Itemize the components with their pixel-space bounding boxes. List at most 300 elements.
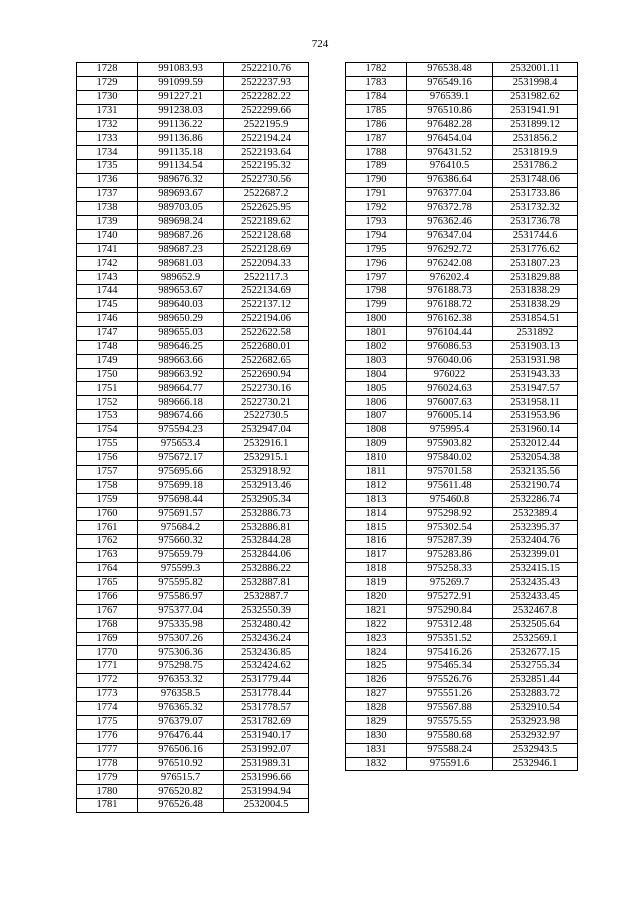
y-coordinate-cell: 2531953.96 [493,410,578,424]
x-coordinate-cell: 975298.75 [138,660,224,674]
table-row [346,701,578,715]
point-number-cell: 1800 [346,313,407,327]
point-number-cell: 1810 [346,451,407,465]
x-coordinate-cell: 976482.28 [407,118,493,132]
table-row [346,424,578,438]
point-number-cell: 1820 [346,590,407,604]
y-coordinate-cell: 2532886.22 [224,563,309,577]
table-row [346,340,578,354]
x-coordinate-cell: 991099.59 [138,76,224,90]
table-row [346,382,578,396]
x-coordinate-cell: 991238.03 [138,104,224,118]
point-number-cell: 1758 [77,479,138,493]
y-coordinate-cell: 2532886.81 [224,521,309,535]
x-coordinate-cell: 975287.39 [407,535,493,549]
x-coordinate-cell: 976510.92 [138,757,224,771]
point-number-cell: 1738 [77,201,138,215]
x-coordinate-cell: 975594.23 [138,424,224,438]
table-row [77,118,309,132]
table-row [346,646,578,660]
x-coordinate-cell: 975599.3 [138,563,224,577]
y-coordinate-cell: 2522237.93 [224,76,309,90]
point-number-cell: 1813 [346,493,407,507]
table-row [346,549,578,563]
y-coordinate-cell: 2532480.42 [224,618,309,632]
point-number-cell: 1798 [346,285,407,299]
y-coordinate-cell: 2522137.12 [224,299,309,313]
y-coordinate-cell: 2522193.64 [224,146,309,160]
y-coordinate-cell: 2522210.76 [224,63,309,77]
table-row [77,451,309,465]
y-coordinate-cell: 2532433.45 [493,590,578,604]
x-coordinate-cell: 989666.18 [138,396,224,410]
table-row [346,604,578,618]
point-number-cell: 1769 [77,632,138,646]
x-coordinate-cell: 989655.03 [138,326,224,340]
x-coordinate-cell: 975526.76 [407,674,493,688]
x-coordinate-cell: 976040.06 [407,354,493,368]
table-row [346,285,578,299]
point-number-cell: 1794 [346,229,407,243]
y-coordinate-cell: 2532436.24 [224,632,309,646]
y-coordinate-cell: 2531778.44 [224,688,309,702]
y-coordinate-cell: 2531892 [493,326,578,340]
point-number-cell: 1788 [346,146,407,160]
point-number-cell: 1826 [346,674,407,688]
table-row [346,118,578,132]
x-coordinate-cell: 975298.92 [407,507,493,521]
table-row [346,674,578,688]
y-coordinate-cell: 2532887.7 [224,590,309,604]
table-row [77,729,309,743]
x-coordinate-cell: 975575.55 [407,715,493,729]
point-number-cell: 1745 [77,299,138,313]
x-coordinate-cell: 976024.63 [407,382,493,396]
x-coordinate-cell: 989698.24 [138,215,224,229]
y-coordinate-cell: 2531779.44 [224,674,309,688]
x-coordinate-cell: 976538.48 [407,63,493,77]
point-number-cell: 1786 [346,118,407,132]
table-row [77,660,309,674]
point-number-cell: 1767 [77,604,138,618]
x-coordinate-cell: 975588.24 [407,743,493,757]
point-number-cell: 1742 [77,257,138,271]
point-number-cell: 1765 [77,576,138,590]
table-row [77,507,309,521]
y-coordinate-cell: 2531931.98 [493,354,578,368]
table-row [77,76,309,90]
table-row [346,590,578,604]
x-coordinate-cell: 976372.78 [407,201,493,215]
x-coordinate-cell: 989640.03 [138,299,224,313]
point-number-cell: 1814 [346,507,407,521]
point-number-cell: 1761 [77,521,138,535]
x-coordinate-cell: 976188.72 [407,299,493,313]
y-coordinate-cell: 2531899.12 [493,118,578,132]
point-number-cell: 1755 [77,438,138,452]
table-row [77,160,309,174]
x-coordinate-cell: 991136.22 [138,118,224,132]
y-coordinate-cell: 2531960.14 [493,424,578,438]
table-row [77,382,309,396]
x-coordinate-cell: 989650.29 [138,313,224,327]
table-row [346,257,578,271]
x-coordinate-cell: 976358.5 [138,688,224,702]
point-number-cell: 1825 [346,660,407,674]
point-number-cell: 1770 [77,646,138,660]
y-coordinate-cell: 2531989.31 [224,757,309,771]
y-coordinate-cell: 2532012.44 [493,438,578,452]
y-coordinate-cell: 2531786.2 [493,160,578,174]
table-row [77,576,309,590]
table-row [346,688,578,702]
y-coordinate-cell: 2532389.4 [493,507,578,521]
y-coordinate-cell: 2532923.98 [493,715,578,729]
table-row [77,590,309,604]
point-number-cell: 1781 [77,799,138,813]
x-coordinate-cell: 975551.26 [407,688,493,702]
x-coordinate-cell: 976454.04 [407,132,493,146]
table-row [346,215,578,229]
point-number-cell: 1737 [77,188,138,202]
y-coordinate-cell: 2532286.74 [493,493,578,507]
point-number-cell: 1753 [77,410,138,424]
point-number-cell: 1802 [346,340,407,354]
y-coordinate-cell: 2532946.1 [493,757,578,771]
y-coordinate-cell: 2522730.16 [224,382,309,396]
y-coordinate-cell: 2532844.06 [224,549,309,563]
table-row [77,299,309,313]
x-coordinate-cell: 976379.07 [138,715,224,729]
point-number-cell: 1778 [77,757,138,771]
table-row [77,549,309,563]
table-row [77,465,309,479]
table-row [77,771,309,785]
point-number-cell: 1790 [346,174,407,188]
x-coordinate-cell: 976292.72 [407,243,493,257]
x-coordinate-cell: 975695.66 [138,465,224,479]
y-coordinate-cell: 2532947.04 [224,424,309,438]
point-number-cell: 1832 [346,757,407,771]
x-coordinate-cell: 975567.88 [407,701,493,715]
y-coordinate-cell: 2531856.2 [493,132,578,146]
y-coordinate-cell: 2531958.11 [493,396,578,410]
y-coordinate-cell: 2531778.57 [224,701,309,715]
table-row [77,563,309,577]
point-number-cell: 1733 [77,132,138,146]
y-coordinate-cell: 2522194.06 [224,313,309,327]
y-coordinate-cell: 2522625.95 [224,201,309,215]
table-row [77,632,309,646]
x-coordinate-cell: 989646.25 [138,340,224,354]
x-coordinate-cell: 976104.44 [407,326,493,340]
x-coordinate-cell: 989663.92 [138,368,224,382]
point-number-cell: 1757 [77,465,138,479]
x-coordinate-cell: 975290.84 [407,604,493,618]
x-coordinate-cell: 975377.04 [138,604,224,618]
table-row [346,146,578,160]
table-row [346,160,578,174]
table-row [346,368,578,382]
point-number-cell: 1749 [77,354,138,368]
point-number-cell: 1801 [346,326,407,340]
point-number-cell: 1827 [346,688,407,702]
y-coordinate-cell: 2532886.73 [224,507,309,521]
y-coordinate-cell: 2532918.92 [224,465,309,479]
y-coordinate-cell: 2531838.29 [493,285,578,299]
point-number-cell: 1824 [346,646,407,660]
x-coordinate-cell: 975307.26 [138,632,224,646]
point-number-cell: 1748 [77,340,138,354]
y-coordinate-cell: 2532883.72 [493,688,578,702]
y-coordinate-cell: 2531996.66 [224,771,309,785]
table-row [346,132,578,146]
x-coordinate-cell: 975699.18 [138,479,224,493]
table-row [346,410,578,424]
x-coordinate-cell: 975586.97 [138,590,224,604]
table-row [346,229,578,243]
point-number-cell: 1729 [77,76,138,90]
table-row [346,465,578,479]
y-coordinate-cell: 2531838.29 [493,299,578,313]
x-coordinate-cell: 989693.67 [138,188,224,202]
x-coordinate-cell: 976362.46 [407,215,493,229]
y-coordinate-cell: 2522682.65 [224,354,309,368]
table-row [77,757,309,771]
point-number-cell: 1760 [77,507,138,521]
x-coordinate-cell: 976005.14 [407,410,493,424]
y-coordinate-cell: 2532135.56 [493,465,578,479]
table-row [77,188,309,202]
table-row [77,799,309,813]
table-row [346,729,578,743]
point-number-cell: 1805 [346,382,407,396]
x-coordinate-cell: 976188.73 [407,285,493,299]
y-coordinate-cell: 2531744.6 [493,229,578,243]
y-coordinate-cell: 2531982.62 [493,90,578,104]
x-coordinate-cell: 989663.66 [138,354,224,368]
x-coordinate-cell: 989674.66 [138,410,224,424]
y-coordinate-cell: 2532755.34 [493,660,578,674]
point-number-cell: 1787 [346,132,407,146]
point-number-cell: 1791 [346,188,407,202]
point-number-cell: 1736 [77,174,138,188]
point-number-cell: 1779 [77,771,138,785]
table-row [346,63,578,77]
y-coordinate-cell: 2531943.33 [493,368,578,382]
y-coordinate-cell: 2532913.46 [224,479,309,493]
x-coordinate-cell: 989681.03 [138,257,224,271]
x-coordinate-cell: 976242.08 [407,257,493,271]
x-coordinate-cell: 975335.98 [138,618,224,632]
table-row [346,104,578,118]
y-coordinate-cell: 2522687.2 [224,188,309,202]
point-number-cell: 1734 [77,146,138,160]
table-row [346,521,578,535]
point-number-cell: 1728 [77,63,138,77]
point-number-cell: 1772 [77,674,138,688]
table-row [77,479,309,493]
table-row [346,326,578,340]
x-coordinate-cell: 989676.32 [138,174,224,188]
y-coordinate-cell: 2532915.1 [224,451,309,465]
x-coordinate-cell: 975272.91 [407,590,493,604]
y-coordinate-cell: 2532677.15 [493,646,578,660]
table-row [77,63,309,77]
point-number-cell: 1776 [77,729,138,743]
x-coordinate-cell: 976086.53 [407,340,493,354]
table-row [77,785,309,799]
y-coordinate-cell: 2532550.39 [224,604,309,618]
x-coordinate-cell: 989653.67 [138,285,224,299]
y-coordinate-cell: 2531732.32 [493,201,578,215]
table-row [77,271,309,285]
point-number-cell: 1818 [346,563,407,577]
y-coordinate-cell: 2532395.37 [493,521,578,535]
point-number-cell: 1732 [77,118,138,132]
y-coordinate-cell: 2522117.3 [224,271,309,285]
point-number-cell: 1804 [346,368,407,382]
table-row [77,535,309,549]
x-coordinate-cell: 975698.44 [138,493,224,507]
table-row [77,104,309,118]
y-coordinate-cell: 2532054.38 [493,451,578,465]
point-number-cell: 1816 [346,535,407,549]
y-coordinate-cell: 2531941.91 [493,104,578,118]
y-coordinate-cell: 2531829.88 [493,271,578,285]
point-number-cell: 1740 [77,229,138,243]
y-coordinate-cell: 2522094.33 [224,257,309,271]
x-coordinate-cell: 975611.48 [407,479,493,493]
table-row [346,201,578,215]
table-row [77,215,309,229]
y-coordinate-cell: 2531776.62 [493,243,578,257]
table-row [77,340,309,354]
y-coordinate-cell: 2532887.81 [224,576,309,590]
table-row [346,563,578,577]
y-coordinate-cell: 2522195.9 [224,118,309,132]
y-coordinate-cell: 2531992.07 [224,743,309,757]
table-row [346,243,578,257]
table-row [77,743,309,757]
y-coordinate-cell: 2531998.4 [493,76,578,90]
point-number-cell: 1775 [77,715,138,729]
table-row [77,257,309,271]
table-row [77,174,309,188]
table-row [77,201,309,215]
table-row [346,438,578,452]
point-number-cell: 1831 [346,743,407,757]
y-coordinate-cell: 2531854.51 [493,313,578,327]
table-row [346,576,578,590]
table-row [346,715,578,729]
x-coordinate-cell: 975701.58 [407,465,493,479]
y-coordinate-cell: 2532932.97 [493,729,578,743]
table-row [77,354,309,368]
x-coordinate-cell: 975312.48 [407,618,493,632]
table-row [77,618,309,632]
table-row [77,701,309,715]
y-coordinate-cell: 2532569.1 [493,632,578,646]
y-coordinate-cell: 2531947.57 [493,382,578,396]
y-coordinate-cell: 2522134.69 [224,285,309,299]
point-number-cell: 1777 [77,743,138,757]
y-coordinate-cell: 2532001.11 [493,63,578,77]
x-coordinate-cell: 975591.6 [407,757,493,771]
x-coordinate-cell: 975653.4 [138,438,224,452]
x-coordinate-cell: 976506.16 [138,743,224,757]
y-coordinate-cell: 2522730.5 [224,410,309,424]
table-row [77,146,309,160]
x-coordinate-cell: 975903.82 [407,438,493,452]
x-coordinate-cell: 975580.68 [407,729,493,743]
y-coordinate-cell: 2532943.5 [493,743,578,757]
table-row [346,479,578,493]
table-row [346,743,578,757]
y-coordinate-cell: 2532910.54 [493,701,578,715]
x-coordinate-cell: 991136.86 [138,132,224,146]
point-number-cell: 1803 [346,354,407,368]
x-coordinate-cell: 976202.4 [407,271,493,285]
point-number-cell: 1751 [77,382,138,396]
y-coordinate-cell: 2532415.15 [493,563,578,577]
table-row [77,674,309,688]
point-number-cell: 1744 [77,285,138,299]
x-coordinate-cell: 976520.82 [138,785,224,799]
point-number-cell: 1797 [346,271,407,285]
point-number-cell: 1784 [346,90,407,104]
y-coordinate-cell: 2532844.28 [224,535,309,549]
x-coordinate-cell: 975672.17 [138,451,224,465]
point-number-cell: 1795 [346,243,407,257]
table-row [346,354,578,368]
point-number-cell: 1808 [346,424,407,438]
table-row [77,132,309,146]
point-number-cell: 1812 [346,479,407,493]
x-coordinate-cell: 989687.23 [138,243,224,257]
x-coordinate-cell: 976549.16 [407,76,493,90]
y-coordinate-cell: 2532505.64 [493,618,578,632]
x-coordinate-cell: 976510.86 [407,104,493,118]
y-coordinate-cell: 2532851.44 [493,674,578,688]
x-coordinate-cell: 976526.48 [138,799,224,813]
point-number-cell: 1783 [346,76,407,90]
table-row [346,660,578,674]
table-row [346,299,578,313]
table-row [346,174,578,188]
point-number-cell: 1752 [77,396,138,410]
point-number-cell: 1789 [346,160,407,174]
table-row [346,535,578,549]
point-number-cell: 1766 [77,590,138,604]
point-number-cell: 1739 [77,215,138,229]
x-coordinate-cell: 975995.4 [407,424,493,438]
point-number-cell: 1830 [346,729,407,743]
point-number-cell: 1741 [77,243,138,257]
x-coordinate-cell: 989703.05 [138,201,224,215]
x-coordinate-cell: 976386.64 [407,174,493,188]
y-coordinate-cell: 2531782.69 [224,715,309,729]
y-coordinate-cell: 2522282.22 [224,90,309,104]
point-number-cell: 1759 [77,493,138,507]
table-row [77,646,309,660]
point-number-cell: 1771 [77,660,138,674]
y-coordinate-cell: 2531733.86 [493,188,578,202]
y-coordinate-cell: 2531807.23 [493,257,578,271]
page-number: 724 [311,38,329,50]
point-number-cell: 1819 [346,576,407,590]
y-coordinate-cell: 2531940.17 [224,729,309,743]
